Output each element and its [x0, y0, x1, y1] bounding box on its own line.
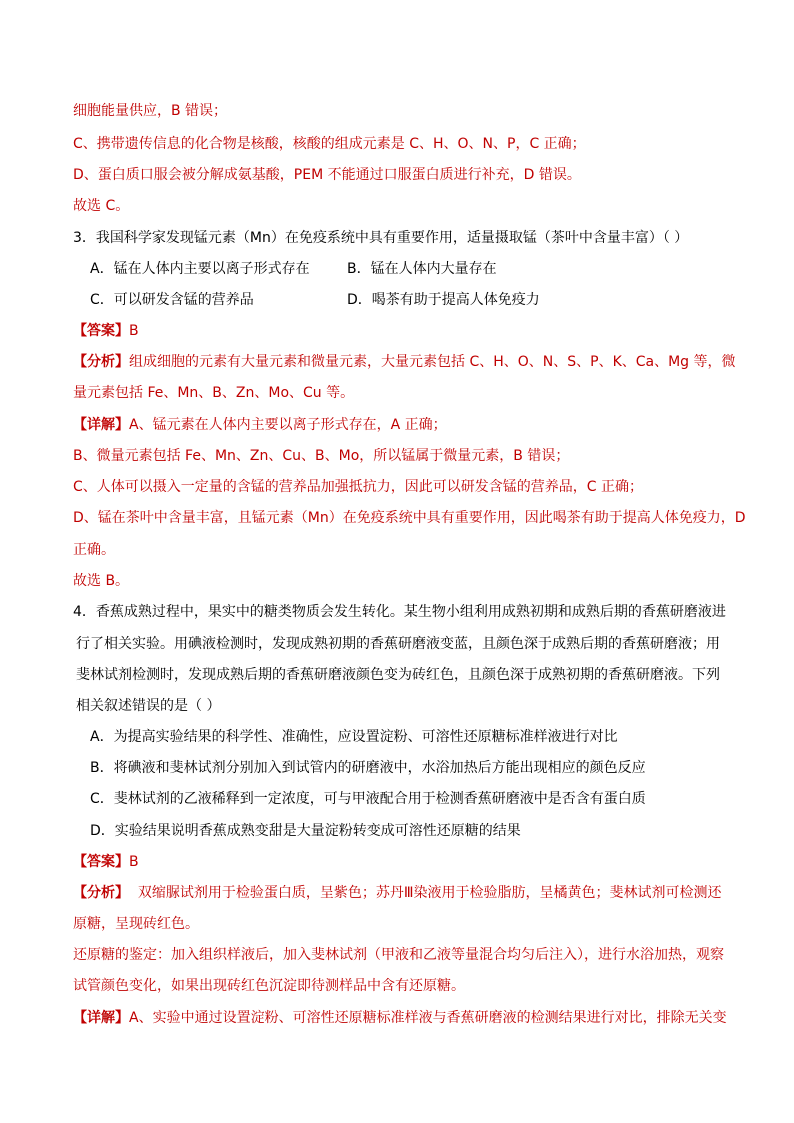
question-3-option-c: C．可以研发含锰的营养品: [90, 292, 254, 308]
question-3-option-b: B．锰在人体内大量存在: [347, 261, 497, 277]
detail-line: D、锰在茶叶中含量丰富，且锰元素（Mn）在免疫系统中具有重要作用，因此喝茶有助于提高人体免疫力，D: [73, 510, 746, 526]
answer-tag: 【答案】: [73, 854, 129, 870]
analysis-line: 还原糖的鉴定：加入组织样液后，加入斐林试剂（甲液和乙液等量混合均匀后注入），进行水浴加热，观察: [73, 947, 724, 963]
detail-line: C、人体可以摄入一定量的含锰的营养品加强抵抗力，因此可以研发含锰的营养品，C 正确；: [73, 479, 643, 495]
question-4-stem: 行了相关实验。用碘液检测时，发现成熟初期的香蕉研磨液变蓝，且颜色深于成熟后期的香蕉研磨液；用: [76, 636, 720, 652]
choice-conclusion: 故选 B。: [73, 573, 130, 589]
question-4-option-b: B．将碘液和斐林试剂分别加入到试管内的研磨液中，水浴加热后方能出现相应的颜色反应: [90, 760, 646, 776]
question-3-stem: 3．我国科学家发现锰元素（Mn）在免疫系统中具有重要作用，适量摄取锰（茶叶中含量丰富）（ ）: [73, 230, 689, 246]
question-4-option-d: D．实验结果说明香蕉成熟变甜是大量淀粉转变成可溶性还原糖的结果: [90, 823, 521, 839]
question-3-option-d: D．喝茶有助于提高人体免疫力: [347, 292, 540, 308]
analysis-tag: 【分析】: [73, 885, 129, 901]
question-3-option-a: A．锰在人体内主要以离子形式存在: [90, 261, 310, 277]
explanation-line: D、蛋白质口服会被分解成氨基酸，PEM 不能通过口服蛋白质进行补充，D 错误。: [73, 167, 581, 183]
answer-value: B: [129, 323, 139, 339]
analysis-line: 原糖，呈现砖红色。: [73, 916, 199, 932]
choice-conclusion: 故选 C。: [73, 198, 130, 214]
question-4-option-c: C．斐林试剂的乙液稀释到一定浓度，可与甲液配合用于检测香蕉研磨液中是否含有蛋白质: [90, 791, 646, 807]
question-4-option-a: A．为提高实验结果的科学性、准确性，应设置淀粉、可溶性还原糖标准样液进行对比: [90, 729, 618, 745]
detail-line: [73, 1008, 753, 1028]
detail-line: [73, 415, 753, 435]
detail-text: A、实验中通过设置淀粉、可溶性还原糖标准样液与香蕉研磨液的检测结果进行对比，排除无关变: [129, 1010, 727, 1026]
detail-line: B、微量元素包括 Fe、Mn、Zn、Cu、B、Mo，所以锰属于微量元素，B 错误；: [73, 448, 570, 464]
analysis-line: [73, 352, 753, 372]
analysis-line: 量元素包括 Fe、Mn、B、Zn、Mo、Cu 等。: [73, 385, 355, 401]
answer-line: [73, 321, 753, 341]
analysis-tag: 【分析】: [73, 354, 129, 370]
answer-tag: 【答案】: [73, 323, 129, 339]
analysis-text: 双缩脲试剂用于检验蛋白质，呈紫色；苏丹Ⅲ染液用于检验脂肪，呈橘黄色；斐林试剂可检测还: [129, 885, 722, 901]
answer-line: [73, 852, 753, 872]
answer-value: B: [129, 854, 139, 870]
explanation-line: 细胞能量供应，B 错误；: [73, 103, 228, 119]
question-4-stem: 斐林试剂检测时，发现成熟后期的香蕉研磨液颜色变为砖红色，且颜色深于成熟初期的香蕉研磨液。下列: [76, 667, 720, 683]
analysis-text: 组成细胞的元素有大量元素和微量元素，大量元素包括 C、H、O、N、S、P、K、Ca、Mg 等，微: [129, 354, 736, 370]
question-4-stem: 4．香蕉成熟过程中，果实中的糖类物质会发生转化。某生物小组利用成熟初期和成熟后期的香蕉研磨液进: [73, 604, 726, 620]
detail-tag: 【详解】: [73, 1010, 129, 1026]
detail-tag: 【详解】: [73, 417, 129, 433]
analysis-line: [73, 883, 753, 903]
question-4-stem: 相关叙述错误的是（ ）: [76, 698, 221, 714]
detail-line: 正确。: [73, 542, 115, 558]
analysis-line: 试管颜色变化，如果出现砖红色沉淀即待测样品中含有还原糖。: [73, 978, 465, 994]
explanation-line: C、携带遗传信息的化合物是核酸，核酸的组成元素是 C、H、O、N、P，C 正确；: [73, 136, 586, 152]
detail-text: A、锰元素在人体内主要以离子形式存在，A 正确；: [129, 417, 447, 433]
